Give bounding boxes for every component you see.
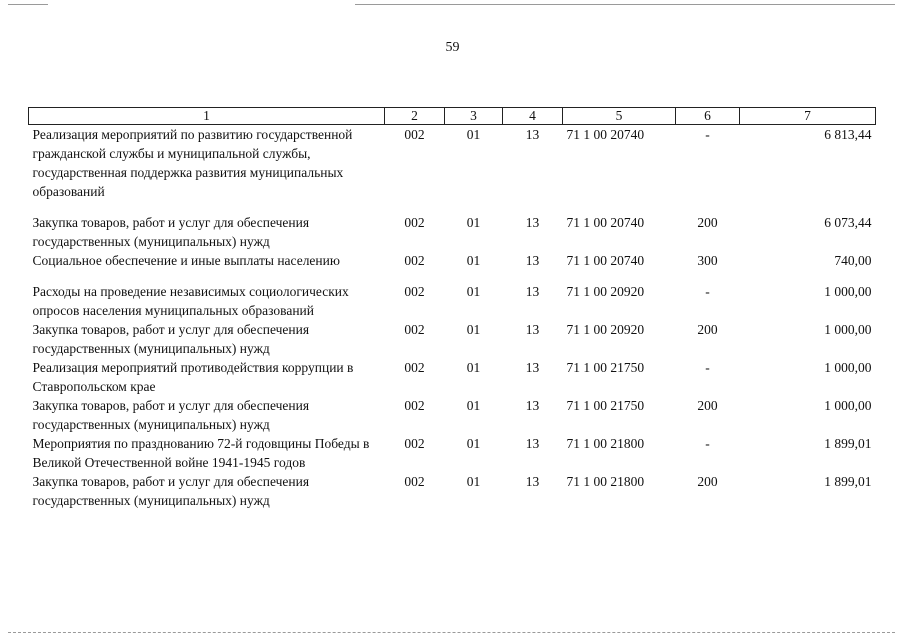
- row-amount: 1 000,00: [824, 322, 872, 337]
- row-name: Реализация мероприятий по развитию государственной гражданской службы и муниципальной службы, государственная поддержка развития муниципальных образований: [32, 127, 353, 199]
- row-ministry-code: 002: [404, 284, 425, 299]
- row-subsection-code: 13: [525, 127, 540, 142]
- row-name: Закупка товаров, работ и услуг для обеспечения государственных (муниципальных) нужд: [32, 474, 310, 508]
- row-target-article: 71 1 00 20740: [566, 127, 645, 142]
- row-subsection-code: 13: [525, 215, 540, 230]
- row-expense-type: 300: [697, 253, 718, 268]
- row-expense-type: -: [705, 436, 710, 451]
- row-target-article: 71 1 00 21800: [566, 436, 645, 451]
- row-ministry-code: 002: [404, 474, 425, 489]
- row-amount: 1 899,01: [824, 436, 872, 451]
- table-row: [29, 396, 876, 434]
- row-name: Реализация мероприятий противодействия коррупции в Ставропольском крае: [32, 360, 354, 394]
- column-header: 4: [503, 108, 563, 125]
- row-name: Закупка товаров, работ и услуг для обеспечения государственных (муниципальных) нужд: [32, 398, 310, 432]
- row-expense-type: -: [705, 284, 710, 299]
- budget-table: [28, 107, 876, 510]
- row-target-article: 71 1 00 20740: [566, 253, 645, 268]
- table-row: [29, 358, 876, 396]
- row-section-code: 01: [466, 398, 481, 413]
- table-row: [29, 282, 876, 320]
- row-expense-type: -: [705, 360, 710, 375]
- row-name: Закупка товаров, работ и услуг для обеспечения государственных (муниципальных) нужд: [32, 215, 310, 249]
- row-name: Социальное обеспечение и иные выплаты населению: [32, 253, 340, 268]
- row-name: Закупка товаров, работ и услуг для обеспечения государственных (муниципальных) нужд: [32, 322, 310, 356]
- row-expense-type: 200: [697, 398, 718, 413]
- column-header: 6: [676, 108, 740, 125]
- page-number: 59: [445, 40, 460, 55]
- row-ministry-code: 002: [404, 127, 425, 142]
- row-section-code: 01: [466, 127, 481, 142]
- row-section-code: 01: [466, 360, 481, 375]
- row-section-code: 01: [466, 284, 481, 299]
- column-header: 5: [563, 108, 676, 125]
- row-subsection-code: 13: [525, 322, 540, 337]
- row-spacer: [29, 201, 876, 213]
- row-expense-type: 200: [697, 215, 718, 230]
- row-section-code: 01: [466, 474, 481, 489]
- row-amount: 1 000,00: [824, 398, 872, 413]
- table-row: [29, 213, 876, 251]
- row-amount: 740,00: [834, 253, 872, 268]
- column-header: 2: [385, 108, 445, 125]
- row-ministry-code: 002: [404, 253, 425, 268]
- table-row: [29, 434, 876, 472]
- row-target-article: 71 1 00 20920: [566, 322, 645, 337]
- row-expense-type: 200: [697, 474, 718, 489]
- row-subsection-code: 13: [525, 474, 540, 489]
- row-section-code: 01: [466, 253, 481, 268]
- row-section-code: 01: [466, 322, 481, 337]
- row-amount: 6 813,44: [824, 127, 872, 142]
- row-target-article: 71 1 00 21750: [566, 398, 645, 413]
- row-subsection-code: 13: [525, 253, 540, 268]
- row-target-article: 71 1 00 20920: [566, 284, 645, 299]
- row-ministry-code: 002: [404, 398, 425, 413]
- row-ministry-code: 002: [404, 360, 425, 375]
- row-expense-type: 200: [697, 322, 718, 337]
- row-subsection-code: 13: [525, 284, 540, 299]
- row-target-article: 71 1 00 21750: [566, 360, 645, 375]
- scan-edge-line: [355, 4, 895, 5]
- table-row: [29, 251, 876, 270]
- row-amount: 1 000,00: [824, 284, 872, 299]
- table-row: [29, 472, 876, 510]
- row-subsection-code: 13: [525, 398, 540, 413]
- row-spacer: [29, 270, 876, 282]
- row-amount: 1 000,00: [824, 360, 872, 375]
- table-row: [29, 320, 876, 358]
- scan-edge-line: [8, 4, 48, 5]
- row-section-code: 01: [466, 215, 481, 230]
- row-amount: 6 073,44: [824, 215, 872, 230]
- column-header: 3: [445, 108, 503, 125]
- column-header: 1: [29, 108, 385, 125]
- row-ministry-code: 002: [404, 322, 425, 337]
- row-target-article: 71 1 00 21800: [566, 474, 645, 489]
- scan-edge-line: [8, 632, 895, 633]
- header-row: [29, 108, 876, 125]
- column-header: 7: [740, 108, 876, 125]
- row-subsection-code: 13: [525, 360, 540, 375]
- row-ministry-code: 002: [404, 215, 425, 230]
- row-target-article: 71 1 00 20740: [566, 215, 645, 230]
- row-name: Мероприятия по празднованию 72-й годовщины Победы в Великой Отечественной войне 1941-1945 годов: [32, 436, 370, 470]
- row-name: Расходы на проведение независимых социологических опросов населения муниципальных образований: [32, 284, 349, 318]
- table-row: [29, 125, 876, 202]
- row-section-code: 01: [466, 436, 481, 451]
- row-subsection-code: 13: [525, 436, 540, 451]
- row-ministry-code: 002: [404, 436, 425, 451]
- row-expense-type: -: [705, 127, 710, 142]
- row-amount: 1 899,01: [824, 474, 872, 489]
